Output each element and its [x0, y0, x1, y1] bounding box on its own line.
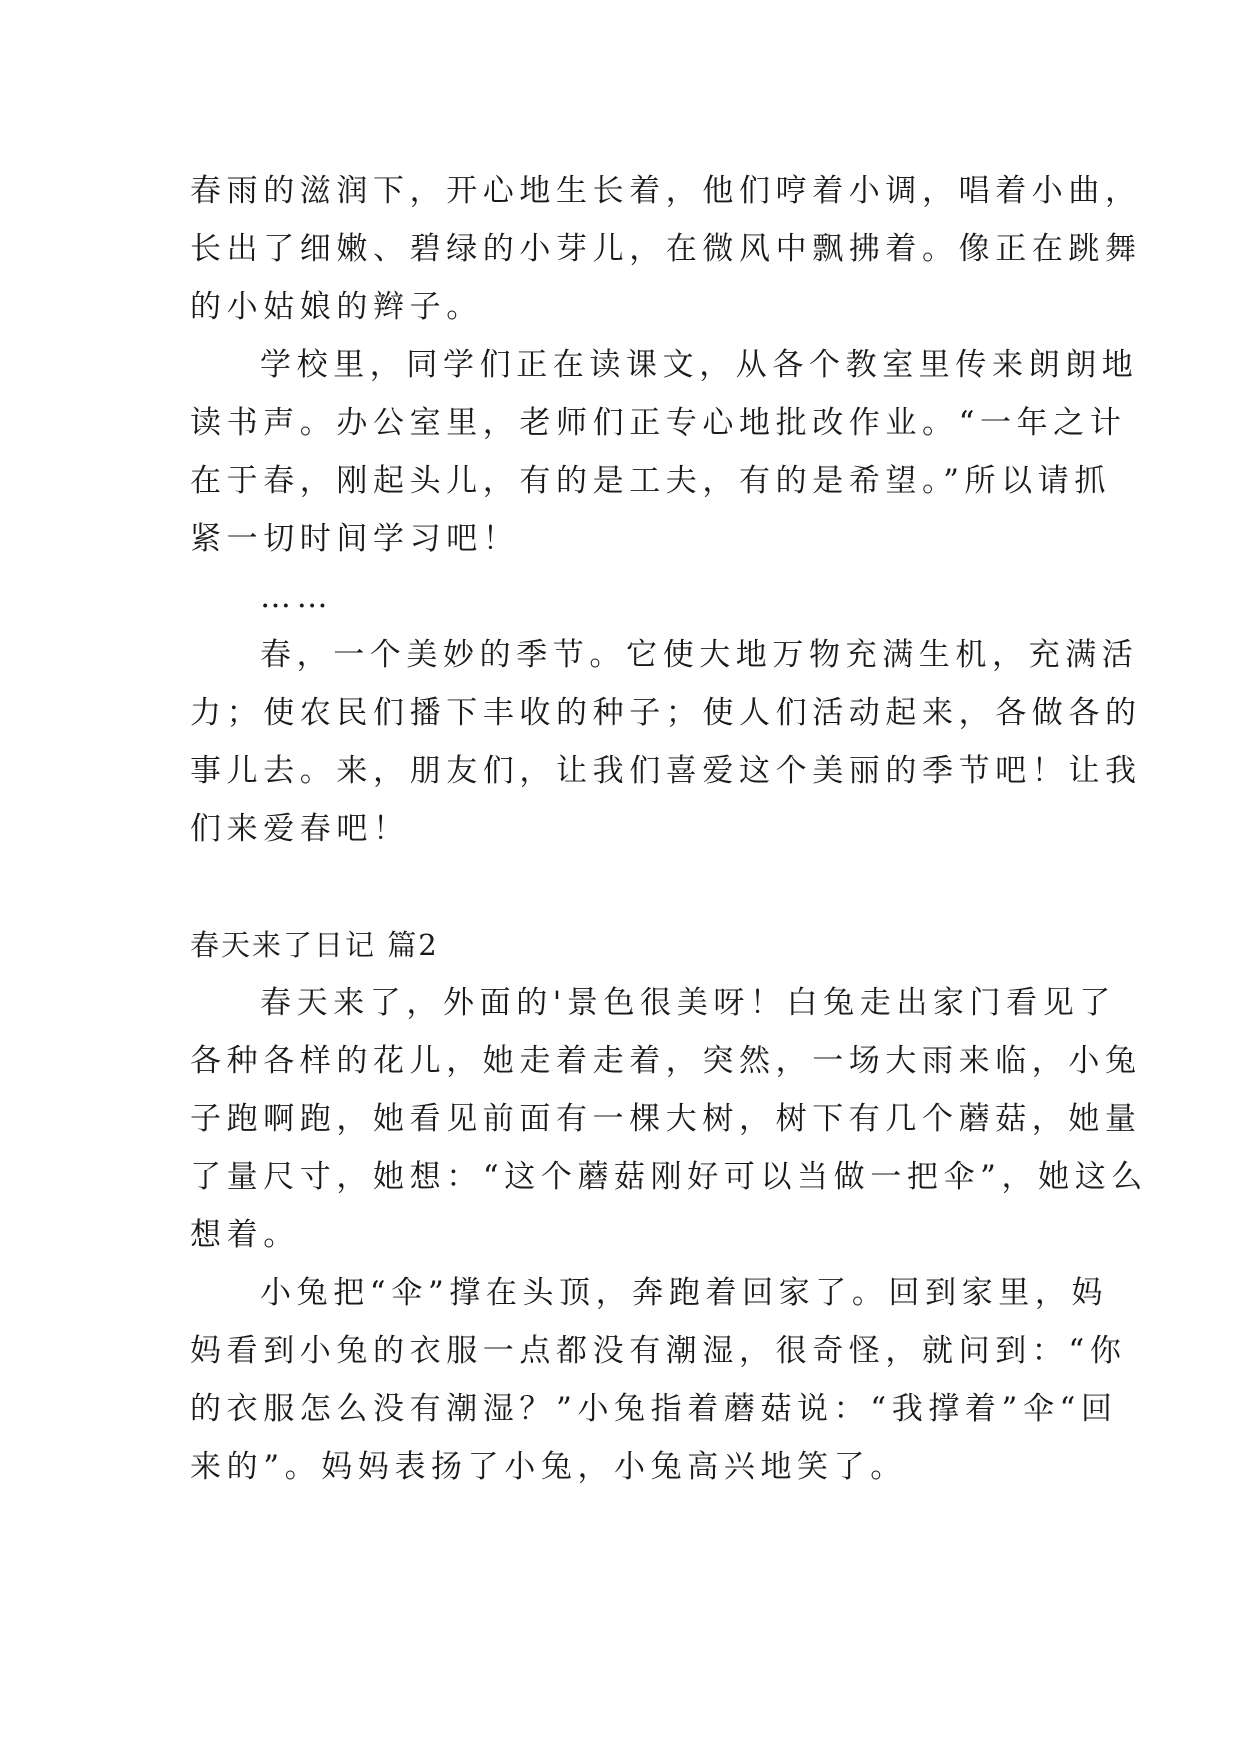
paragraph-line: 在于春，刚起头儿，有的是工夫，有的是希望。”所以请抓: [190, 463, 1111, 499]
paragraph-line: 春天来了，外面的'景色很美呀！白兔走出家门看见了: [260, 985, 1116, 1021]
paragraph-line: 了量尺寸，她想：“这个蘑菇刚好可以当做一把伞”，她这么: [190, 1159, 1148, 1195]
paragraph-line: 的小姑娘的辫子。: [190, 289, 483, 325]
section-1-body: [190, 162, 1142, 858]
paragraph-line: 学校里，同学们正在读课文，从各个教室里传来朗朗地: [260, 347, 1139, 383]
paragraph-line: 的衣服怎么没有潮湿？”小兔指着蘑菇说：“我撑着”伞“回: [190, 1391, 1118, 1427]
paragraph-line: 各种各样的花儿，她走着走着，突然，一场大雨来临，小兔: [190, 1043, 1142, 1079]
paragraph-line: 想着。: [190, 1217, 300, 1253]
paragraph-line: 春，一个美妙的季节。它使大地万物充满生机，充满活: [260, 637, 1139, 673]
paragraph-line: 春雨的滋润下，开心地生长着，他们哼着小调，唱着小曲，: [190, 173, 1142, 209]
paragraph-line: 力；使农民们播下丰收的种子；使人们活动起来，各做各的: [190, 695, 1142, 731]
section-2-body: [190, 974, 1148, 1496]
paragraph-line: 长出了细嫩、碧绿的小芽儿，在微风中飘拂着。像正在跳舞: [190, 231, 1142, 267]
paragraph-line: 事儿去。来，朋友们，让我们喜爱这个美丽的季节吧！让我: [190, 753, 1142, 789]
paragraph-line: 妈看到小兔的衣服一点都没有潮湿，很奇怪，就问到：“你: [190, 1333, 1127, 1369]
paragraph-line: 们来爱春吧！: [190, 811, 410, 847]
paragraph-line: 紧一切时间学习吧！: [190, 521, 520, 557]
section-heading: 春天来了日记 篇2: [190, 928, 439, 962]
ellipsis-line: ……: [260, 579, 334, 615]
paragraph-line: 子跑啊跑，她看见前面有一棵大树，树下有几个蘑菇，她量: [190, 1101, 1142, 1137]
paragraph-line: 小兔把“伞”撑在头顶，奔跑着回家了。回到家里，妈: [260, 1275, 1109, 1311]
paragraph-line: 读书声。办公室里，老师们正专心地批改作业。“一年之计: [190, 405, 1127, 441]
paragraph-line: 来的”。妈妈表扬了小兔，小兔高兴地笑了。: [190, 1449, 907, 1485]
